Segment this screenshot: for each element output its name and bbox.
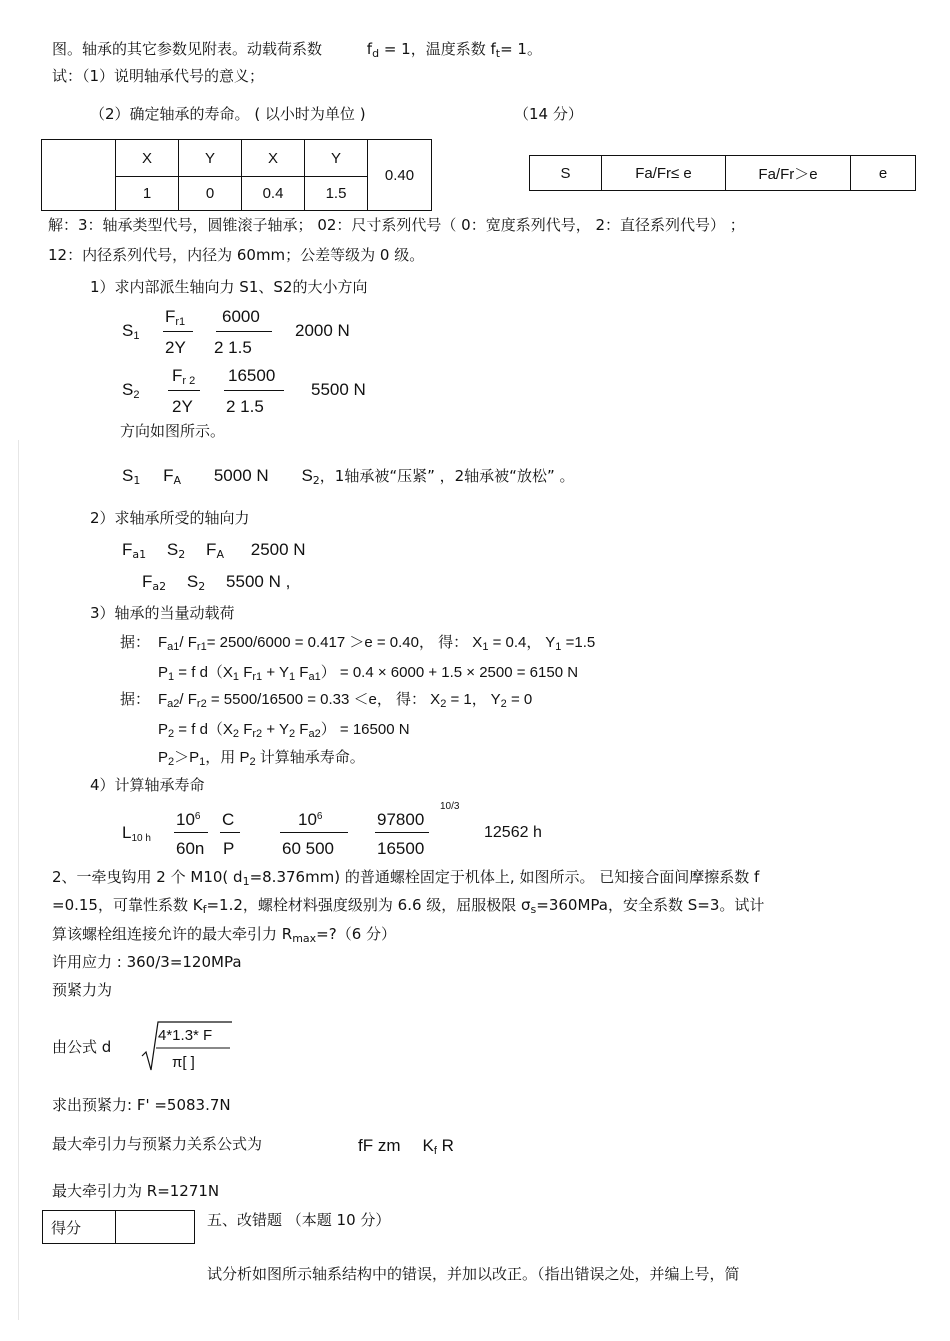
ft-sub: t bbox=[495, 47, 501, 60]
l10h-symbol: L10 h bbox=[122, 823, 151, 844]
formula-denominator: π[ ] bbox=[172, 1054, 195, 1071]
s1-num-value: 6000 bbox=[222, 307, 260, 326]
section-5-text: 试分析如图所示轴系结构中的错误，并加以改正。（指出错误之处，并编上号，简 bbox=[207, 1265, 740, 1283]
preload-label: 预紧力为 bbox=[52, 981, 113, 999]
relation-equation: fF zm Kf R bbox=[358, 1136, 454, 1157]
section-5-title: 五、改错题 （本题 10 分） bbox=[207, 1211, 391, 1229]
q2-line-1: 2、一牵曳钩用 2 个 M10( $d_1=8.376mm$) 的普通螺栓固定于机体上, 如图所示。 已知接合面间摩擦系数 f bbox=[52, 868, 760, 888]
intro-text-e: = 1。 bbox=[500, 40, 542, 58]
intro-line-1 bbox=[52, 40, 542, 60]
p2-eq: $P_2 = f$ $d(X_2$ $F_{r2} + Y_2$ $F_{a2}) = 16500$ N bbox=[158, 721, 410, 740]
fa2-equation: $F_{a2}$ $S_2$ 5500 N , bbox=[142, 572, 291, 593]
s2-result: 5500 N bbox=[311, 380, 366, 399]
step-3-heading: 3）轴承的当量动载荷 bbox=[90, 604, 235, 622]
table-cell: 0 bbox=[179, 177, 242, 211]
fr2-numerator: Fr 2 bbox=[172, 366, 196, 387]
formula-numerator: 4*1.3* F bbox=[158, 1027, 213, 1044]
s1-denominator: 2Y bbox=[165, 338, 186, 357]
score-14: （14 分） bbox=[514, 105, 583, 123]
fraction-bar bbox=[224, 390, 284, 391]
table-header-y: Y bbox=[179, 140, 242, 177]
table-header-x: X bbox=[116, 140, 179, 177]
ratio-table bbox=[529, 155, 916, 191]
l10h-den-3: 16500 bbox=[377, 839, 425, 858]
table-cell-e: e bbox=[851, 156, 916, 191]
compare-p: $P_2>P_1$，用 $P_2$ 计算轴承寿命。 bbox=[158, 749, 365, 768]
step-4-heading: 4）计算轴承寿命 bbox=[90, 776, 205, 794]
ju-label-1: 据： bbox=[120, 633, 151, 651]
table-cell-le: Fa/Fr≤ e bbox=[602, 156, 726, 191]
p1-eq: $P_1 = f$ $d(X_1$ $F_{r1} + Y_1$ $F_{a1}) = 0.4 \times 6000 + 1.5 \times 2500 = 6150$ N bbox=[158, 664, 579, 683]
table-cell: 1 bbox=[116, 177, 179, 211]
s2-den-value: 2 1.5 bbox=[226, 397, 264, 416]
fraction-bar bbox=[216, 331, 272, 332]
s1-symbol: S1 bbox=[122, 321, 140, 342]
fd-sub: d bbox=[372, 47, 380, 60]
score-box bbox=[42, 1210, 195, 1244]
fraction-bar bbox=[280, 832, 348, 833]
table-header-x: X bbox=[242, 140, 305, 177]
step-1-heading: 1）求内部派生轴向力 S1、S2的大小方向 bbox=[90, 278, 368, 296]
fraction-bar bbox=[220, 832, 240, 833]
table-blank-cell bbox=[42, 140, 116, 211]
l10h-num-c: C bbox=[222, 810, 235, 829]
l10h-den-2: 60 500 bbox=[282, 839, 334, 858]
fraction-bar bbox=[168, 390, 200, 391]
l10h-num-1: $10^6$ bbox=[176, 810, 201, 829]
l10h-result: 12562 h bbox=[484, 824, 542, 841]
l10h-den-p: P bbox=[223, 839, 235, 858]
question-line-2: 试：（1）说明轴承代号的意义； bbox=[52, 67, 265, 85]
fr1-numerator: Fr1 bbox=[165, 307, 186, 328]
table-cell: 0.4 bbox=[242, 177, 305, 211]
q2-line-3: 算该螺栓组连接允许的最大牵引力 $R_{max}=?(6$ 分） bbox=[52, 925, 397, 945]
allowable-stress: 许用应力 : 360/3=120MPa bbox=[52, 953, 242, 971]
solution-line-1: 解：3：轴承类型代号，圆锥滚子轴承； 02：尺寸系列代号（ 0：宽度系列代号， 2：直径系列代号） ； bbox=[48, 216, 745, 234]
coefficient-table bbox=[41, 139, 432, 211]
solution-line-2: 12：内径系列代号，内径为 60mm；公差等级为 0 级。 bbox=[48, 246, 425, 264]
preload-result: 求出预紧力: F' =5083.7N bbox=[52, 1096, 231, 1114]
formula-label: 由公式 d bbox=[52, 1038, 112, 1056]
table-cell-gt: Fa/Fr＞e bbox=[726, 156, 851, 191]
table-header-y: Y bbox=[305, 140, 368, 177]
axial-comparison: $S_1$ $F_A$ 5000 N $S_2$，1轴承被“压紧” ，2轴承被“放松” 。 bbox=[122, 466, 575, 487]
s2-symbol: S2 bbox=[122, 380, 140, 401]
ratio-eq-2: $F_{a2}/$ $F_{r2} = 5500/16500 = 0.33 <e$， 得： $X_2 = 1$， $Y_2 = 0$ bbox=[158, 691, 533, 710]
s1-result: 2000 N bbox=[295, 321, 350, 340]
question-line-3: （2）确定轴承的寿命。 ( 以小时为单位 ) bbox=[90, 105, 366, 123]
table-e-value: 0.40 bbox=[368, 140, 432, 211]
fraction-bar bbox=[163, 331, 193, 332]
score-label: 得分 bbox=[43, 1211, 116, 1244]
ft-symbol: f bbox=[490, 40, 496, 58]
score-blank[interactable] bbox=[116, 1211, 195, 1244]
relation-label: 最大牵引力与预紧力关系公式为 bbox=[52, 1135, 263, 1153]
direction-note: 方向如图所示。 bbox=[120, 422, 226, 440]
s2-num-value: 16500 bbox=[228, 366, 276, 385]
fraction-bar bbox=[375, 832, 429, 833]
table-cell: 1.5 bbox=[305, 177, 368, 211]
table-cell-s: S bbox=[530, 156, 602, 191]
intro-text-a: 图。轴承的其它参数见附表。动载荷系数 bbox=[52, 40, 323, 58]
l10h-den-1: 60n bbox=[176, 839, 205, 858]
max-traction: 最大牵引力为 R=1271N bbox=[52, 1182, 220, 1200]
fd-symbol: f bbox=[366, 40, 373, 58]
page-edge-divider bbox=[18, 440, 19, 1320]
s2-denominator: 2Y bbox=[172, 397, 193, 416]
s1-den-value: 2 1.5 bbox=[214, 338, 252, 357]
intro-text-c: = 1，温度系数 bbox=[379, 40, 491, 58]
exponent: 10/3 bbox=[440, 801, 460, 812]
step-2-heading: 2）求轴承所受的轴向力 bbox=[90, 509, 250, 527]
ju-label-2: 据： bbox=[120, 690, 151, 708]
fraction-bar bbox=[174, 832, 208, 833]
fa1-equation: $F_{a1}$ $S_2$ $F_A$ 2500 N bbox=[122, 540, 306, 561]
ratio-eq-1: $F_{a1}/$ $F_{r1}= 2500/6000 = 0.417 >e = 0.40$， 得： $X_1 = 0.4$， $Y_1 =1.5$ bbox=[158, 634, 596, 653]
q2-line-2: =0.15，可靠性系数 $K_f=1.2$，螺栓材料强度级别为 6.6 级，屈服极限 $\sigma_s=360MPa$，安全系数 S=3。试计 bbox=[52, 896, 765, 916]
l10h-num-2: $10^6$ bbox=[298, 810, 323, 829]
l10h-num-3: 97800 bbox=[377, 810, 425, 829]
